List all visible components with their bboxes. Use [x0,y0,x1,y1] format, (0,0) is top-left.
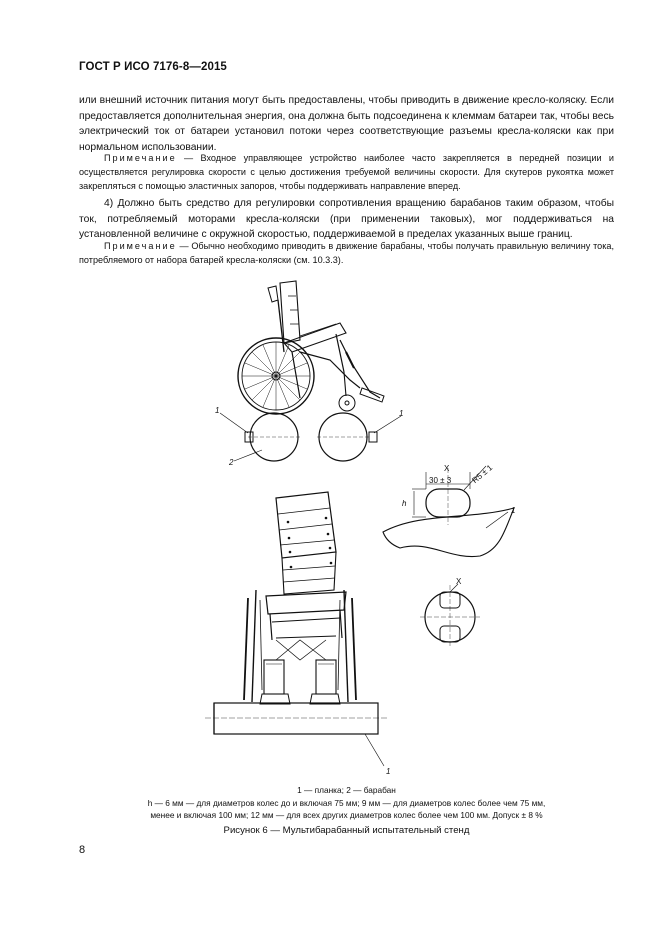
note-label: Примечание [104,241,177,251]
label-x-top: X [444,464,450,473]
label-plank-detail: 1 [511,506,516,515]
wheelchair-side-view [220,281,404,461]
label-radius: R5 ± 1 [470,463,495,486]
note-text: — Обычно необходимо приводить в движение барабаны, чтобы получать правильную величину тока, потребляемого от набора батарей кресла-коляски (см. 10.3.3). [79,241,614,265]
figure-note-line-1: h — 6 мм — для диаметров колес до и включая 75 мм; 9 мм — для диаметров колес более чем 75 мм, [147,798,546,808]
paragraph-text: или внешний источник питания могут быть предоставлены, чтобы приводить в движение кресло-коляску. Если предоставляется дополнительная энергия, она должна быть подсоединена к клеммам батареи так, чтобы весь электрический ток от батареи установил потоки через соответствующие разъемы кресла-коляски как при нормальном использовании. [79,95,614,153]
label-h: h [402,499,407,508]
label-drum: 2 [229,458,234,467]
label-dim: 30 ± 3 [429,476,452,485]
note-text: — Входное управляющее устройство наиболее часто закрепляется в передней позиции и осуществляется регулировка скорости с целью достижения требуемой величины скорости. Для скутеров рукоятка может закрепляться с помощью эластичных запоров, чтобы поддерживать направление вперед. [79,153,614,191]
figure-title: Рисунок 6 — Мультибарабанный испытательный стенд [223,825,470,836]
figure-legend: 1 — планка; 2 — барабан [297,785,396,795]
label-plank-left: 1 [215,406,220,415]
label-plank-right: 1 [399,409,404,418]
drum-plank-detail [420,584,480,648]
page-number: 8 [79,844,86,856]
wheelchair-rear-view [205,492,388,766]
document-header: ГОСТ Р ИСО 7176-8—2015 [79,61,227,73]
paragraph-text: 4) Должно быть средство для регулировки сопротивления вращению барабанов таким образом, чтобы ток, потребляемый моторами кресла-коляски (при применении таковых), мог поддерживаться на установленной величине с окружной скоростью, поддерживаемой в пределах указанных выше границ. [79,198,614,241]
note-label: Примечание [104,153,177,163]
figure-note-line-2: менее и включая 100 мм; 12 мм — для всех других диаметров колес более чем 100 мм. Допуск ± 8 % [150,810,543,820]
label-rear-plank: 1 [386,767,391,776]
label-x-drum: X [456,577,462,586]
